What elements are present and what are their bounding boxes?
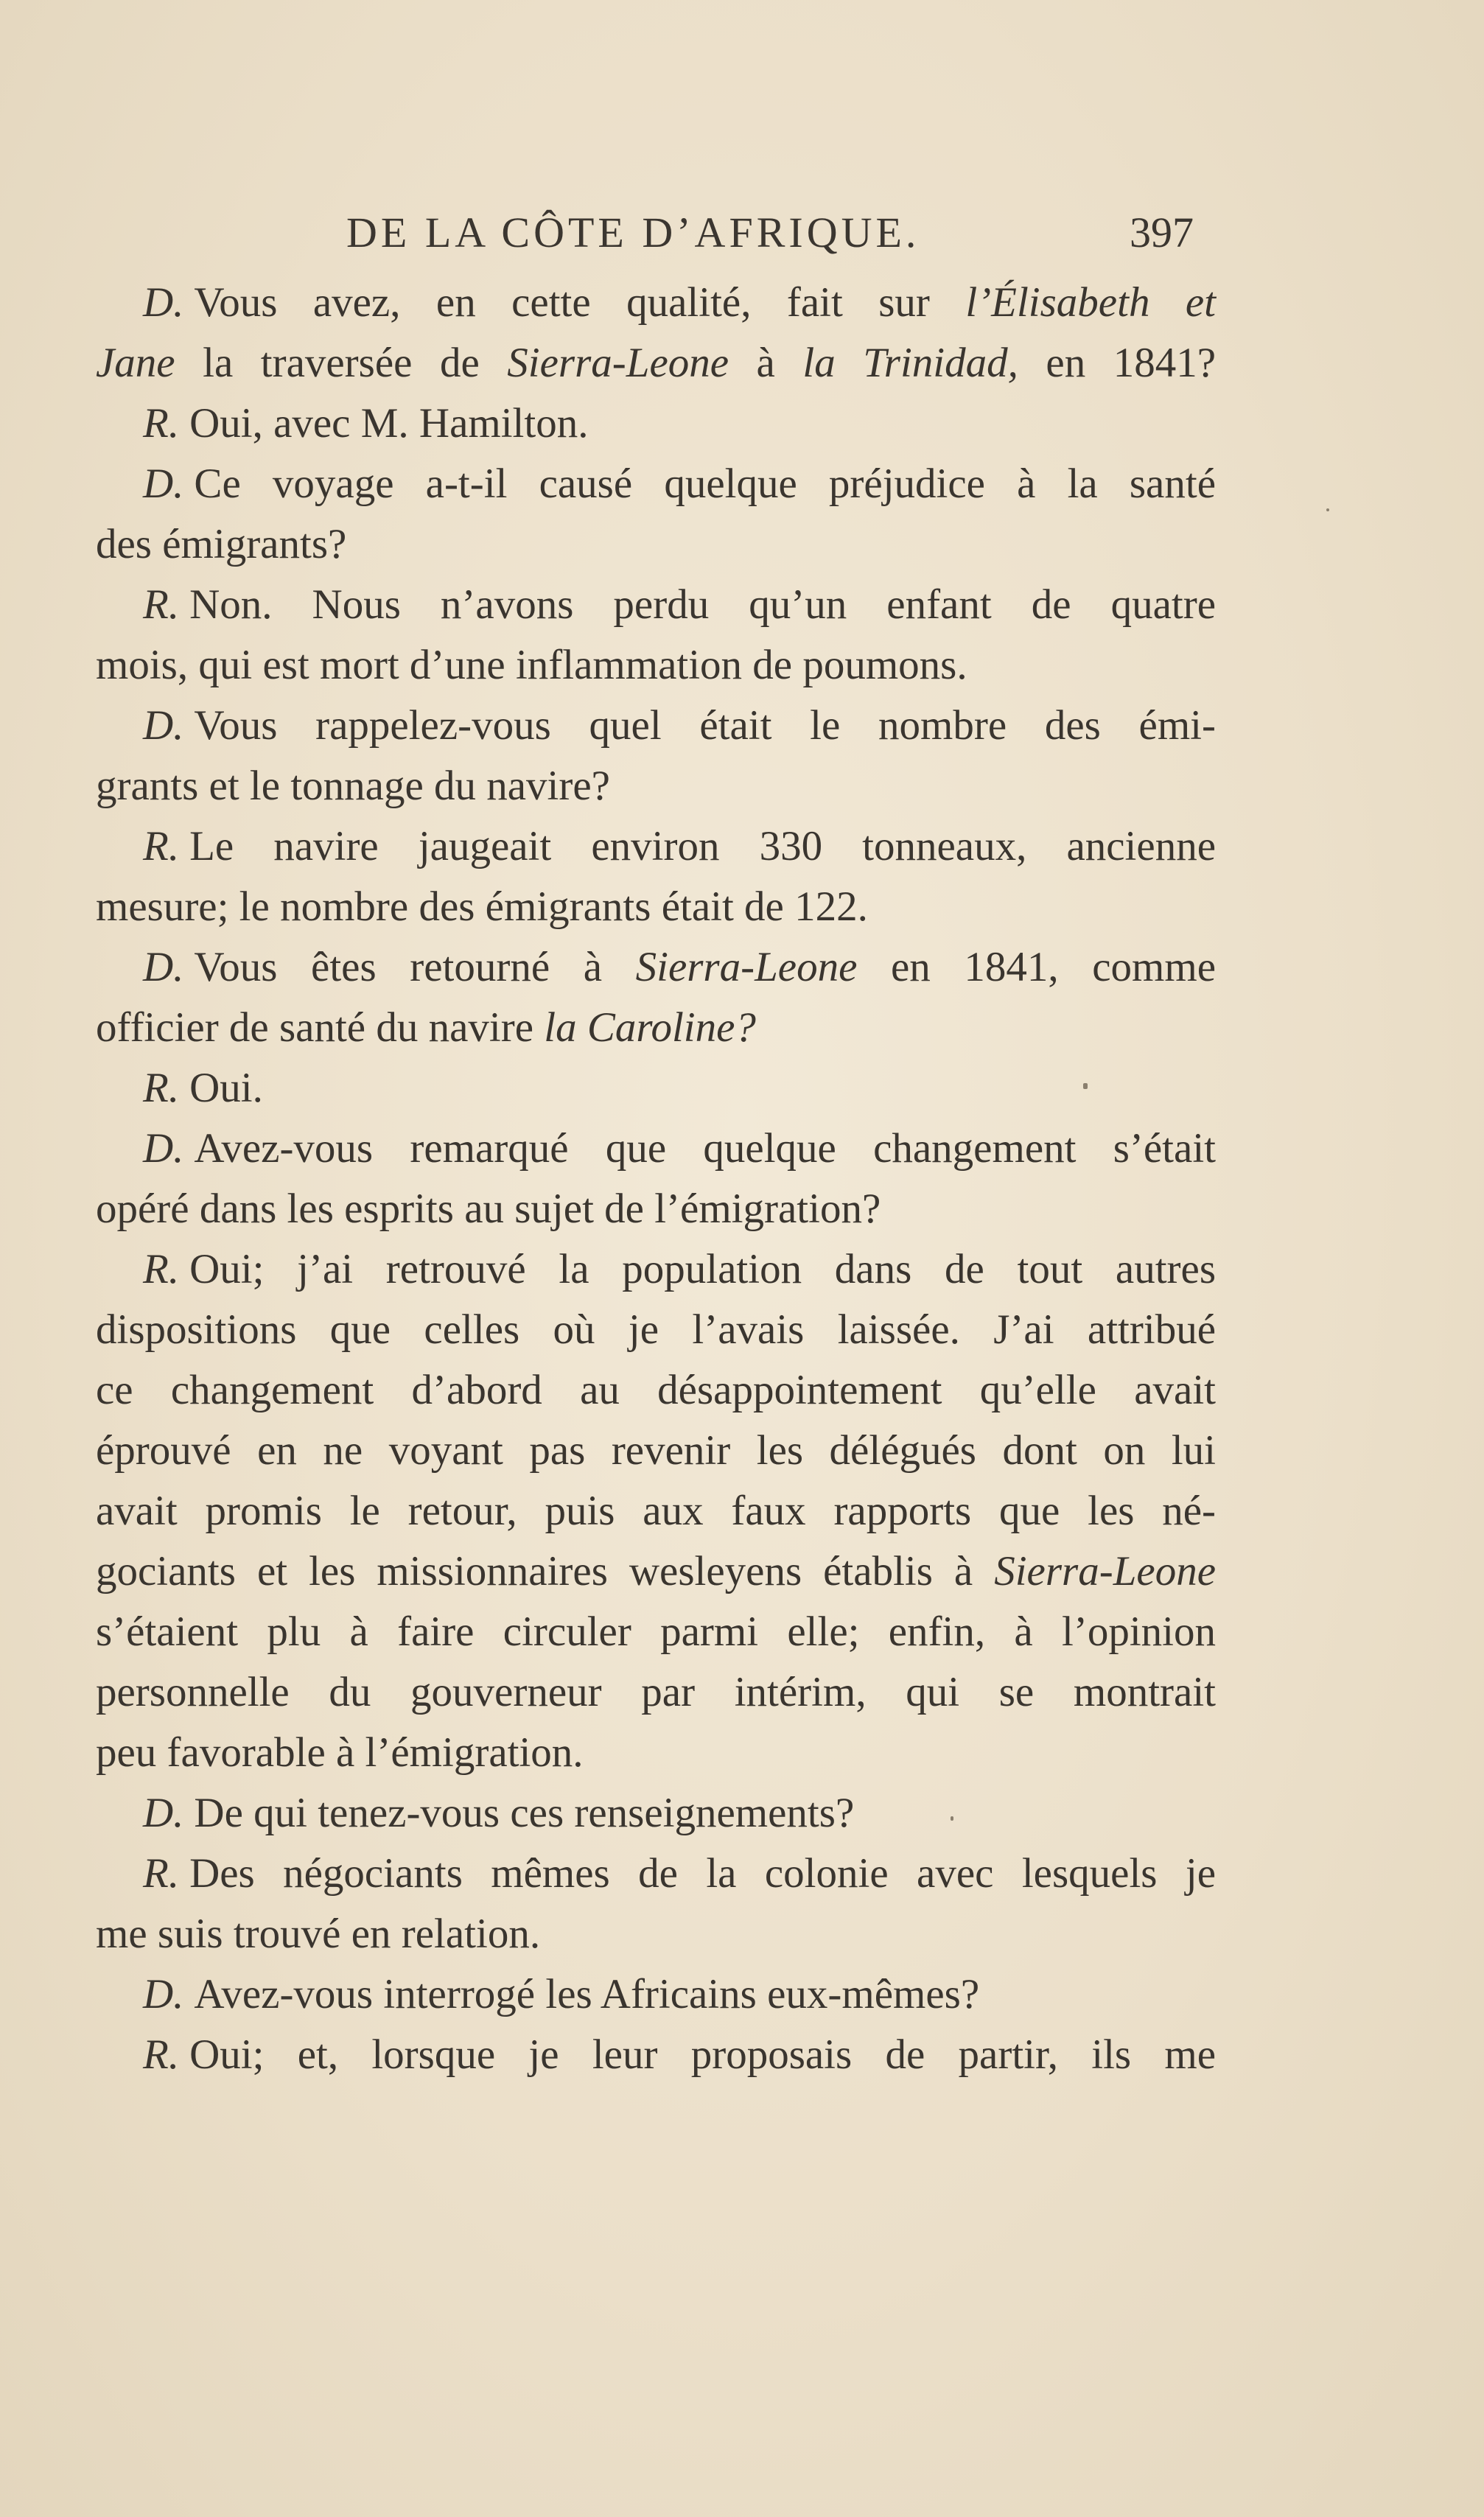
page-header [96,208,1194,274]
speaker-label: D. [143,279,184,326]
line-text: Avez-vous remarqué que quelque changement s’était [194,1125,1216,1172]
italic-text: Sierra-Leone [507,340,729,386]
text-line [96,877,1216,937]
line-text: s’étaient plu à faire circuler parmi elle; enfin, à l’opinion [96,1608,1216,1655]
line-text: grants et le tonnage du navire? [96,763,610,809]
line-text: mesure; le nombre des émigrants était de 122. [96,883,868,930]
line-text: Des négociants mêmes de la colonie avec lesquels je [189,1850,1216,1897]
line-text: Oui. [189,1065,263,1111]
line-text: la traversée de [175,340,508,386]
line-text: personnelle du gouverneur par intérim, qui se montrait [96,1669,1216,1715]
speaker-label: D. [143,944,184,990]
text-line [96,1239,1216,1300]
text-line [96,333,1216,393]
paper-speck [1326,508,1329,511]
paper-speck [951,1816,953,1821]
speaker-label: R. [143,823,180,869]
line-text: Vous avez, en cette qualité, fait sur [194,279,966,326]
line-text: Oui; j’ai retrouvé la population dans de tout autres [189,1246,1216,1292]
italic-text: Sierra-Leone [635,944,858,990]
text-line [96,1300,1216,1360]
text-line [96,1179,1216,1239]
paper-speck [1083,1083,1088,1089]
line-text: me suis trouvé en relation. [96,1911,541,1957]
line-text: peu favorable à l’émigration. [96,1729,584,1776]
text-line [96,1844,1216,1904]
text-line [96,514,1216,575]
line-text: officier de santé du navire [96,1004,545,1051]
text-line [96,1360,1216,1421]
speaker-label: R. [143,581,180,628]
speaker-label: D. [143,461,184,507]
text-line [96,1904,1216,1964]
text-line [96,454,1216,514]
page-number: 397 [1130,209,1194,256]
text-line [96,998,1216,1058]
line-text: dispositions que celles où je l’avais laissée. J’ai attribué [96,1306,1216,1353]
text-line [96,2025,1216,2085]
text-line [96,1783,1216,1844]
text-line [96,756,1216,816]
line-text: gociants et les missionnaires wesleyens établis à [96,1548,995,1594]
speaker-label: R. [143,1065,180,1111]
line-text: à [729,340,803,386]
text-line [96,1119,1216,1179]
line-text: en 1841? [1018,340,1217,386]
speaker-label: R. [143,1850,180,1897]
italic-text: Jane [96,340,175,386]
line-text: Avez-vous interrogé les Africains eux-mêmes? [194,1971,980,2017]
speaker-label: R. [143,2031,180,2078]
italic-text: la Trinidad, [802,340,1018,386]
text-line [96,1481,1216,1541]
text-line [96,1421,1216,1481]
text-line [96,575,1216,635]
line-text: avait promis le retour, puis aux faux rapports que les né- [96,1488,1216,1534]
text-line [96,937,1216,998]
speaker-label: D. [143,1125,184,1172]
text-line [96,393,1216,454]
line-text: Ce voyage a-t-il causé quelque préjudice à la santé [194,461,1216,507]
speaker-label: D. [143,702,184,749]
line-text: Le navire jaugeait environ 330 tonneaux, ancienne [189,823,1216,869]
speaker-label: D. [143,1971,184,2017]
text-line [96,1662,1216,1723]
text-line [96,1058,1216,1119]
body-text [96,273,1216,2085]
line-text: mois, qui est mort d’une inflammation de poumons. [96,642,967,688]
speaker-label: R. [143,400,180,447]
line-text: Vous êtes retourné à [194,944,636,990]
text-line [96,1723,1216,1783]
text-line [96,1602,1216,1662]
line-text: Oui; et, lorsque je leur proposais de partir, ils me [189,2031,1216,2078]
line-text: Vous rappelez-vous quel était le nombre des émi- [194,702,1216,749]
line-text: opéré dans les esprits au sujet de l’émigration? [96,1186,881,1232]
line-text: en 1841, comme [857,944,1216,990]
text-line [96,816,1216,877]
italic-text: l’Élisabeth et [965,279,1216,326]
speaker-label: D. [143,1790,184,1836]
text-line [96,696,1216,756]
italic-text: la Caroline? [544,1004,756,1051]
line-text: éprouvé en ne voyant pas revenir les délégués dont on lui [96,1427,1216,1474]
speaker-label: R. [143,1246,180,1292]
line-text: Oui, avec M. Hamilton. [189,400,589,447]
line-text: Non. Nous n’avons perdu qu’un enfant de quatre [189,581,1216,628]
text-line [96,1964,1216,2025]
text-line [96,273,1216,333]
running-title: DE LA CÔTE D’AFRIQUE. [346,209,920,256]
line-text: des émigrants? [96,521,347,567]
line-text: De qui tenez-vous ces renseignements? [194,1790,855,1836]
italic-text: Sierra-Leone [994,1548,1216,1594]
text-line [96,635,1216,696]
line-text: ce changement d’abord au désappointement qu’elle avait [96,1367,1216,1413]
text-line [96,1541,1216,1602]
